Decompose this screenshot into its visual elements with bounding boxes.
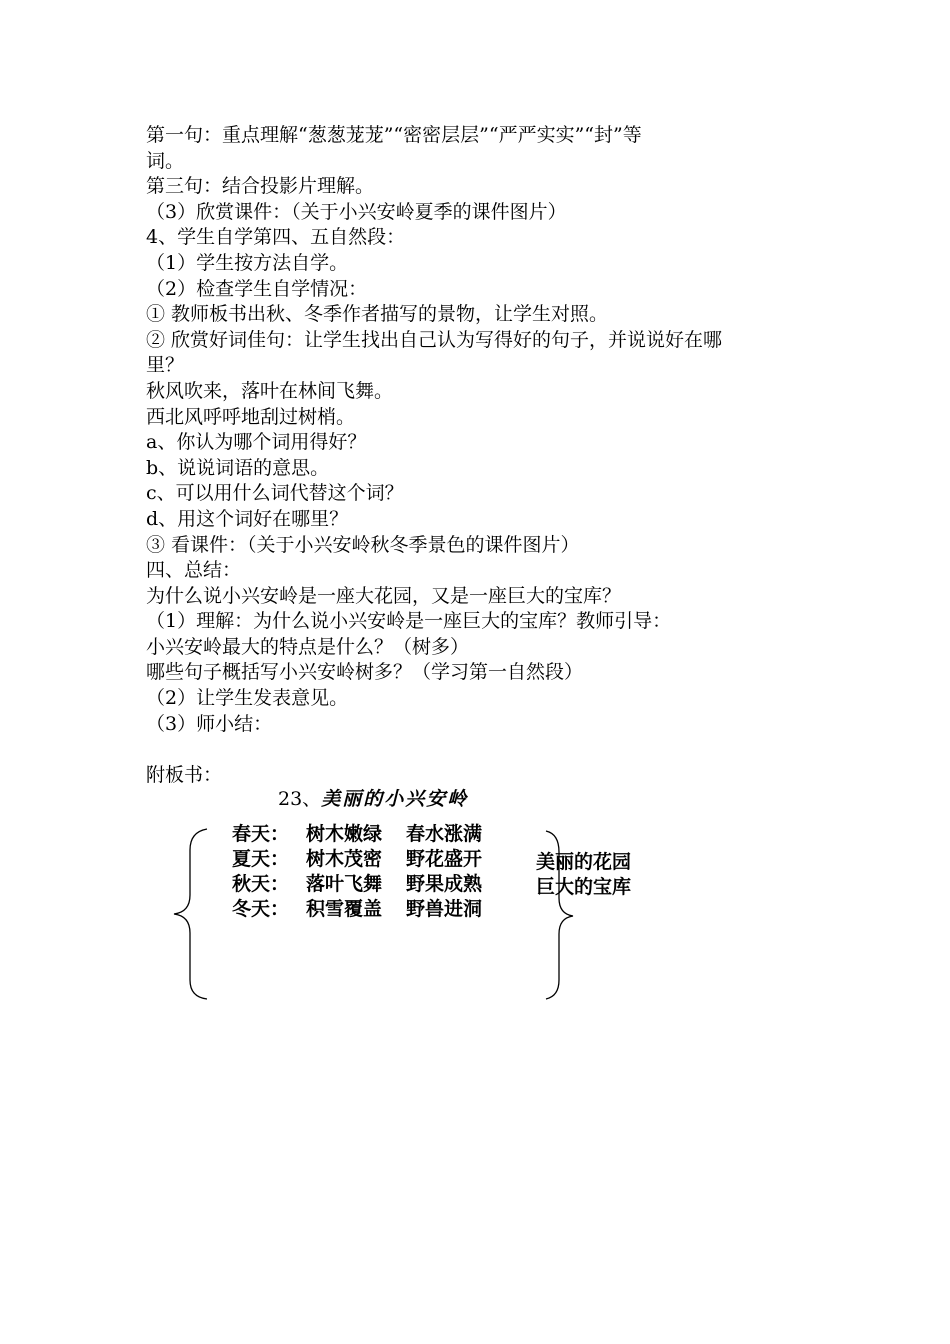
phrase: 树木茂密 [306, 848, 383, 870]
side-label-garden: 美丽的花园 [536, 851, 632, 873]
phrase: 野兽进洞 [406, 898, 483, 920]
text-line: 小兴安岭最大的特点是什么？（树多） [146, 635, 470, 658]
phrase: 树木嫩绿 [306, 823, 383, 845]
season-label: 春天： [232, 823, 290, 845]
text-line: 第一句：重点理解“葱葱茏茏”“密密层层”“严严实实”“封”等 [146, 124, 642, 146]
phrase: 野花盛开 [406, 848, 483, 870]
phrase: 落叶飞舞 [306, 873, 383, 895]
text-line: （1）学生按方法自学。 [146, 251, 349, 274]
board-row-autumn [232, 872, 482, 897]
season-label: 夏天： [232, 848, 290, 870]
text-line: 为什么说小兴安岭是一座大花园，又是一座巨大的宝库？ [146, 584, 622, 607]
text-line: （3）师小结： [146, 712, 273, 735]
board-row-summer [232, 847, 482, 872]
text-line: 西北风呼呼地刮过树梢。 [146, 405, 356, 428]
text-line: c、可以用什么词代替这个词？ [146, 482, 404, 505]
text-line: 四、总结： [146, 559, 242, 582]
text-line: （3）欣赏课件：（关于小兴安岭夏季的课件图片） [146, 200, 567, 223]
text-line: a、你认为哪个词用得好？ [146, 431, 367, 454]
board-heading: 附板书： [146, 763, 223, 786]
text-line: 4、学生自学第四、五自然段： [146, 226, 406, 249]
left-brace [174, 829, 207, 999]
text-line: 哪些句子概括写小兴安岭树多？（学习第一自然段） [146, 661, 584, 684]
text-line: b、说说词语的意思。 [146, 456, 330, 479]
text-line: ② 欣赏好词佳句：让学生找出自己认为写得好的句子，并说说好在哪 [146, 328, 723, 351]
text-line: 词。 [146, 149, 185, 172]
season-label: 秋天： [232, 873, 290, 895]
text-line: （2）让学生发表意见。 [146, 687, 349, 710]
season-label: 冬天： [232, 898, 290, 920]
text-line: d、用这个词好在哪里？ [146, 507, 349, 530]
text-line: 里？ [146, 354, 185, 377]
board-title-number: 23、 [278, 788, 322, 810]
text-line: ③ 看课件：（关于小兴安岭秋冬季景色的课件图片） [146, 533, 580, 556]
text-line: 第三句：结合投影片理解。 [146, 175, 375, 198]
text-line: （1）理解：为什么说小兴安岭是一座巨大的宝库？教师引导： [146, 610, 672, 633]
phrase: 积雪覆盖 [306, 898, 383, 920]
phrase: 野果成熟 [406, 873, 483, 895]
text-line: ① 教师板书出秋、冬季作者描写的景物，让学生对照。 [146, 303, 609, 326]
board-row-winter [232, 897, 482, 922]
board-row-spring [232, 822, 482, 847]
text-line: 秋风吹来，落叶在林间飞舞。 [146, 379, 394, 402]
board-title-text: 美丽的小兴安岭 [321, 788, 469, 810]
side-label-treasury: 巨大的宝库 [536, 876, 632, 898]
text-line: （2）检查学生自学情况： [146, 277, 368, 300]
phrase: 春水涨满 [406, 823, 483, 845]
board-rows [232, 822, 482, 922]
